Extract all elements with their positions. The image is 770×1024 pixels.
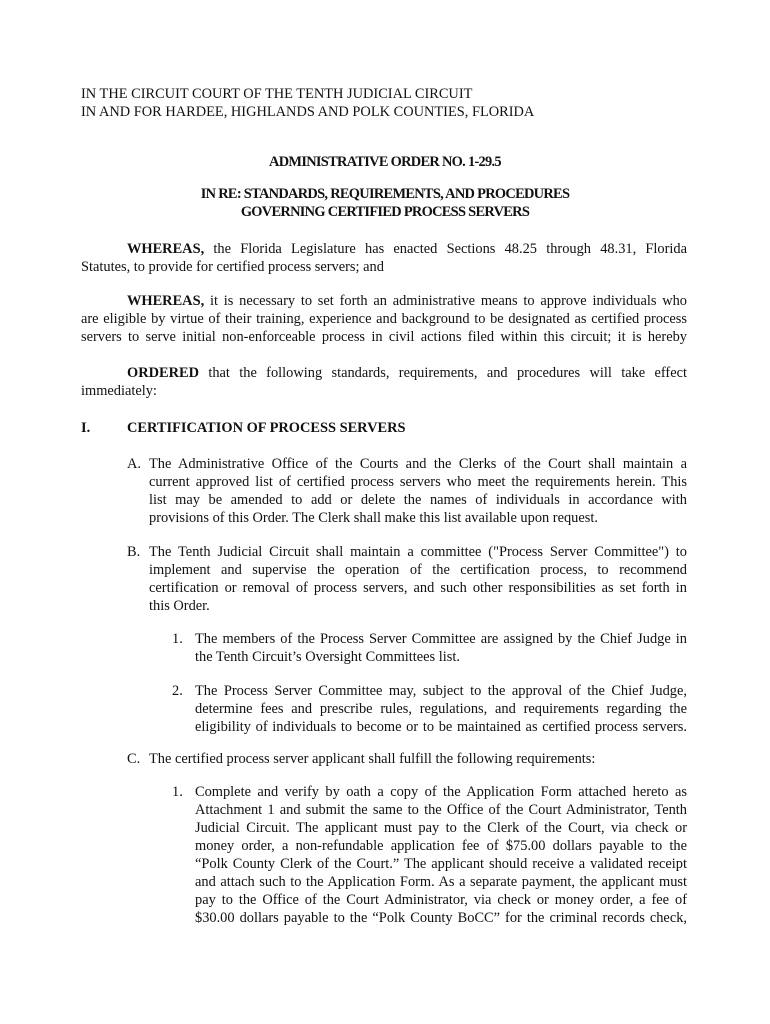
itemB-line1: The Tenth Judicial Circuit shall maintain a committee ("Process Server Committee") to — [149, 544, 687, 560]
ordered-line2: immediately: — [81, 383, 157, 399]
whereas1-lead: WHEREAS, — [127, 241, 205, 257]
whereas2-line1 — [81, 292, 687, 310]
itemC-label: C. — [127, 751, 141, 767]
section1-title: CERTIFICATION OF PROCESS SERVERS — [127, 420, 406, 436]
itemA-line2: current approved list of certified process servers who meet the requirements herein. This — [149, 474, 687, 490]
itemB-label: B. — [127, 544, 141, 560]
itemC1-label: 1. — [172, 784, 183, 800]
itemB1-label: 1. — [172, 631, 183, 647]
itemB1-line1: The members of the Process Server Committee are assigned by the Chief Judge in — [195, 631, 687, 647]
itemB2-label: 2. — [172, 683, 183, 699]
itemB-line3: certification or removal of process servers, and such other responsibilities as set forth in — [149, 580, 687, 596]
ordered-line1-text: that the following standards, requirements, and procedures will take effect — [198, 365, 687, 381]
whereas2-line1-text: it is necessary to set forth an administrative means to approve individuals who — [204, 293, 687, 309]
itemC1-line8: $30.00 dollars payable to the “Polk County BoCC” for the criminal records check, — [195, 910, 687, 926]
order-subject-line2: GOVERNING CERTIFIED PROCESS SERVERS — [240, 204, 530, 220]
section1-number: I. — [81, 420, 91, 436]
itemC1-line6: and attach such to the Application Form. As a separate payment, the applicant must — [195, 874, 687, 890]
whereas1-line1 — [81, 240, 687, 258]
order-subject-line1: IN RE: STANDARDS, REQUIREMENTS, AND PROCEDURES — [200, 186, 570, 202]
whereas1-line2: Statutes, to provide for certified process servers; and — [81, 259, 384, 275]
itemA-line4: provisions of this Order. The Clerk shall make this list available upon request. — [149, 510, 598, 526]
itemB-line2: implement and supervise the operation of the certification process, to recommend — [149, 562, 687, 578]
itemA-label: A. — [127, 456, 141, 472]
itemC-line1: The certified process server applicant shall fulfill the following requirements: — [149, 751, 596, 767]
order-number: ADMINISTRATIVE ORDER NO. 1-29.5 — [269, 154, 501, 170]
itemC1-line5: “Polk County Clerk of the Court.” The applicant should receive a validated receipt — [195, 856, 687, 872]
whereas2-lead: WHEREAS, — [127, 293, 205, 309]
ordered-line1 — [81, 364, 687, 382]
itemB2-line2: determine fees and prescribe rules, regulations, and requirements regarding the — [195, 701, 687, 717]
itemC1-line4: money order, a non-refundable application fee of $75.00 dollars payable to the — [195, 838, 687, 854]
whereas2-line2: are eligible by virtue of their training, experience and background to be designated as certified process — [81, 311, 687, 327]
itemA-line3: list may be amended to add or delete the names of individuals in accordance with — [149, 492, 687, 508]
itemC1-line1: Complete and verify by oath a copy of the Application Form attached hereto as — [195, 784, 687, 800]
itemA-line1: The Administrative Office of the Courts and the Clerks of the Court shall maintain a — [149, 456, 687, 472]
itemC1-line7: pay to the Office of the Court Administrator, via check or money order, a fee of — [195, 892, 687, 908]
itemB2-line3: eligibility of individuals to become or to be maintained as certified process servers. — [195, 719, 687, 735]
itemB2-line1: The Process Server Committee may, subject to the approval of the Chief Judge, — [195, 683, 687, 699]
whereas1-line1-text: the Florida Legislature has enacted Sections 48.25 through 48.31, Florida — [204, 241, 687, 257]
court-caption-line2: IN AND FOR HARDEE, HIGHLANDS AND POLK COUNTIES, FLORIDA — [81, 104, 535, 120]
itemC1-line2: Attachment 1 and submit the same to the Office of the Court Administrator, Tenth — [195, 802, 687, 818]
itemB1-line2: the Tenth Circuit’s Oversight Committees list. — [195, 649, 460, 665]
ordered-lead: ORDERED — [127, 365, 199, 381]
itemB-line4: this Order. — [149, 598, 210, 614]
whereas2-line3: servers to serve initial non-enforceable process in civil actions filed within this circuit; it is hereby — [81, 329, 687, 345]
itemC1-line3: Judicial Circuit. The applicant must pay to the Clerk of the Court, via check or — [195, 820, 687, 836]
court-caption-line1: IN THE CIRCUIT COURT OF THE TENTH JUDICIAL CIRCUIT — [81, 86, 473, 102]
